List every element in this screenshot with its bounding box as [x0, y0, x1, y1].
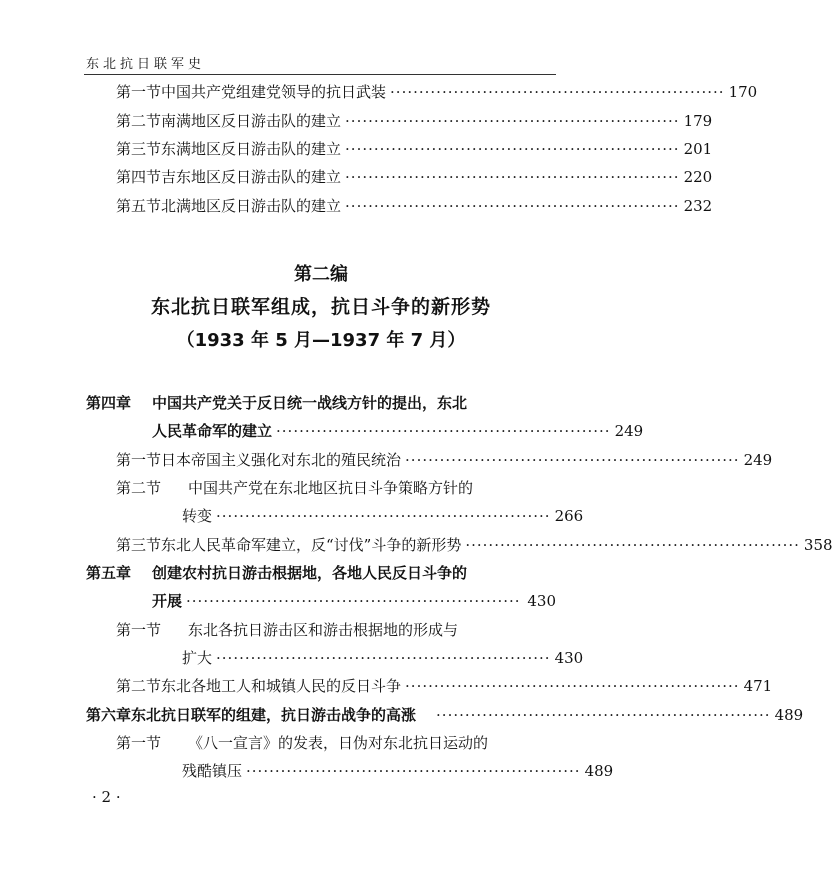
dot-leader: ·························································· [405, 677, 740, 695]
section-title: 中国共产党组建党领导的抗日武装 [161, 83, 387, 101]
toc-entry-continuation[interactable] [152, 589, 556, 613]
toc-entry[interactable] [116, 618, 556, 642]
toc-entry[interactable] [116, 109, 713, 133]
toc-entry[interactable] [116, 674, 773, 698]
page-ref: 220 [683, 168, 713, 186]
dot-leader: ·························································· [186, 592, 521, 610]
toc-entry[interactable] [116, 476, 556, 500]
chapter-number: 第四章 [86, 394, 132, 412]
dot-leader: ·························································· [345, 168, 680, 186]
toc-entry-continuation[interactable] [182, 504, 584, 528]
toc-entry[interactable] [116, 165, 713, 189]
page-ref: 249 [614, 422, 644, 440]
page-ref: 358 [803, 536, 833, 554]
section-title: 《八一宣言》的发表，日伪对东北抗日运动的 [188, 734, 489, 752]
page-ref: 201 [683, 140, 713, 158]
section-title: 东北各地工人和城镇人民的反日斗争 [161, 677, 402, 695]
page-number: · 2 · [92, 788, 121, 806]
dot-leader: ·························································· [216, 649, 551, 667]
page-ref: 249 [743, 451, 773, 469]
header-rule [84, 74, 556, 75]
chapter-number: 第六章 [86, 706, 132, 724]
chapter-title-continued: 开展 [152, 592, 183, 610]
section-number: 第四节 [116, 168, 162, 186]
toc-entry-continuation[interactable] [182, 646, 584, 670]
dot-leader: ·························································· [465, 536, 800, 554]
section-number: 第三节 [116, 140, 162, 158]
toc-entry[interactable] [116, 194, 713, 218]
chapter-title: 创建农村抗日游击根据地，各地人民反日斗争的 [152, 564, 468, 582]
dot-leader: ·························································· [345, 140, 680, 158]
dot-leader: ·························································· [345, 112, 680, 130]
chapter-number: 第五章 [86, 564, 132, 582]
section-number: 第二节 [116, 677, 162, 695]
section-number: 第二节 [116, 112, 162, 130]
toc-entry[interactable] [116, 80, 758, 104]
toc-entry-continuation[interactable] [182, 759, 614, 783]
section-number: 第五节 [116, 197, 162, 215]
page-ref: 471 [743, 677, 773, 695]
toc-entry[interactable] [116, 137, 713, 161]
chapter-heading[interactable] [86, 703, 804, 727]
section-number: 第一节 [116, 83, 162, 101]
part-dates: （1933 年 5 月—1937 年 7 月） [176, 330, 466, 351]
page-ref: 266 [554, 507, 584, 525]
page-ref: 179 [683, 112, 713, 130]
toc-entry[interactable] [116, 731, 556, 755]
chapter-title: 东北抗日联军的组建，抗日游击战争的高涨 [131, 706, 417, 724]
dot-leader: ·························································· [345, 197, 680, 215]
running-head: 东北抗日联军史 [86, 57, 206, 72]
section-number: 第一节 [116, 734, 162, 752]
dot-leader: ·························································· [246, 762, 581, 780]
dot-leader: ·························································· [390, 83, 725, 101]
section-number: 第三节 [116, 536, 162, 554]
section-title-continued: 残酷镇压 [182, 762, 243, 780]
section-title: 日本帝国主义强化对东北的殖民统治 [161, 451, 402, 469]
page-ref: 489 [584, 762, 614, 780]
toc-entry[interactable] [116, 533, 833, 557]
part-label: 第二编 [294, 264, 348, 285]
chapter-title: 中国共产党关于反日统一战线方针的提出，东北 [152, 394, 468, 412]
page-ref: 232 [683, 197, 713, 215]
toc-entry[interactable] [116, 448, 773, 472]
section-title: 吉东地区反日游击队的建立 [161, 168, 342, 186]
chapter-heading[interactable] [86, 561, 556, 585]
page-ref: 489 [774, 706, 804, 724]
chapter-title-continued: 人民革命军的建立 [152, 422, 273, 440]
section-title: 北满地区反日游击队的建立 [161, 197, 342, 215]
section-title: 东北人民革命军建立，反“讨伐”斗争的新形势 [161, 536, 462, 554]
page-ref: 170 [728, 83, 758, 101]
part-title: 东北抗日联军组成，抗日斗争的新形势 [150, 296, 491, 318]
section-title: 中国共产党在东北地区抗日斗争策略方针的 [188, 479, 474, 497]
section-title-continued: 扩大 [182, 649, 213, 667]
section-title: 东北各抗日游击区和游击根据地的形成与 [188, 621, 459, 639]
section-title: 东满地区反日游击队的建立 [161, 140, 342, 158]
toc-entry-continuation[interactable] [152, 419, 644, 443]
page-ref: 430 [527, 592, 556, 610]
section-number: 第二节 [116, 479, 162, 497]
dot-leader: ·························································· [405, 451, 740, 469]
chapter-heading[interactable] [86, 391, 556, 415]
dot-leader: ·························································· [276, 422, 611, 440]
section-title: 南满地区反日游击队的建立 [161, 112, 342, 130]
section-number: 第一节 [116, 621, 162, 639]
section-number: 第一节 [116, 451, 162, 469]
dot-leader: ·························································· [216, 507, 551, 525]
dot-leader: ·························································· [436, 706, 771, 724]
page-ref: 430 [554, 649, 584, 667]
section-title-continued: 转变 [182, 507, 213, 525]
